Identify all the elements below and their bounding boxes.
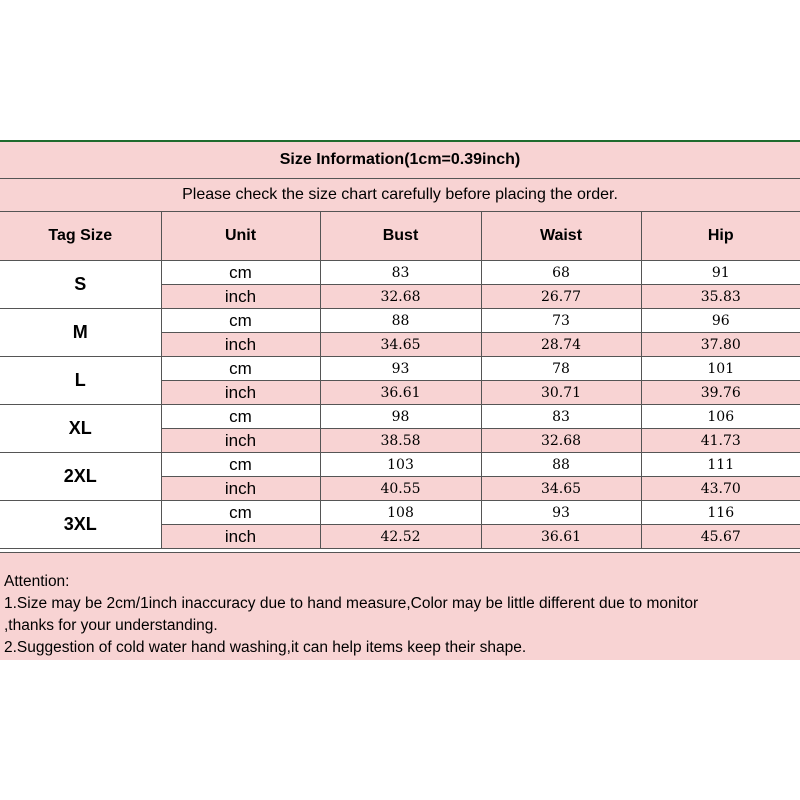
unit-cell: cm [161, 405, 320, 429]
size-chart [0, 140, 800, 660]
waist-cell: 26.77 [481, 285, 641, 309]
table-header-row [0, 212, 800, 261]
tag-size-cell: M [0, 309, 161, 357]
bust-cell: 108 [320, 501, 481, 525]
hip-cell: 45.67 [641, 525, 800, 549]
waist-cell: 36.61 [481, 525, 641, 549]
attention-heading: Attention: [4, 573, 70, 590]
hip-cell: 111 [641, 453, 800, 477]
bust-cell: 36.61 [320, 381, 481, 405]
unit-cell: cm [161, 501, 320, 525]
unit-cell: cm [161, 357, 320, 381]
bust-cell: 98 [320, 405, 481, 429]
bust-cell: 38.58 [320, 429, 481, 453]
bust-cell: 40.55 [320, 477, 481, 501]
tag-size-cell: XL [0, 405, 161, 453]
waist-cell: 83 [481, 405, 641, 429]
hip-cell: 101 [641, 357, 800, 381]
bust-cell: 103 [320, 453, 481, 477]
waist-cell: 34.65 [481, 477, 641, 501]
unit-cell: inch [161, 525, 320, 549]
attention-line: ,thanks for your understanding. [4, 617, 218, 634]
hip-cell: 106 [641, 405, 800, 429]
chart-title: Size Information(1cm=0.39inch) [0, 142, 800, 179]
header-unit: Unit [161, 212, 320, 261]
header-bust: Bust [320, 212, 481, 261]
bust-cell: 88 [320, 309, 481, 333]
hip-cell: 41.73 [641, 429, 800, 453]
chart-subtitle: Please check the size chart carefully before placing the order. [0, 179, 800, 212]
table-row [0, 405, 800, 429]
hip-cell: 35.83 [641, 285, 800, 309]
bust-cell: 42.52 [320, 525, 481, 549]
tag-size-cell: 3XL [0, 501, 161, 549]
bust-cell: 93 [320, 357, 481, 381]
attention-line: 1.Size may be 2cm/1inch inaccuracy due to hand measure,Color may be little different due to monitor [4, 595, 699, 612]
table-row [0, 453, 800, 477]
header-hip: Hip [641, 212, 800, 261]
waist-cell: 28.74 [481, 333, 641, 357]
waist-cell: 32.68 [481, 429, 641, 453]
attention-notes [0, 552, 800, 660]
hip-cell: 96 [641, 309, 800, 333]
table-row [0, 501, 800, 525]
waist-cell: 68 [481, 261, 641, 285]
waist-cell: 73 [481, 309, 641, 333]
header-waist: Waist [481, 212, 641, 261]
table-row [0, 357, 800, 381]
header-tag-size: Tag Size [0, 212, 161, 261]
hip-cell: 39.76 [641, 381, 800, 405]
waist-cell: 93 [481, 501, 641, 525]
unit-cell: inch [161, 429, 320, 453]
bust-cell: 32.68 [320, 285, 481, 309]
unit-cell: inch [161, 333, 320, 357]
unit-cell: cm [161, 261, 320, 285]
hip-cell: 91 [641, 261, 800, 285]
attention-line: 2.Suggestion of cold water hand washing,it can help items keep their shape. [4, 639, 527, 656]
unit-cell: cm [161, 453, 320, 477]
unit-cell: cm [161, 309, 320, 333]
hip-cell: 116 [641, 501, 800, 525]
table-row [0, 261, 800, 285]
tag-size-cell: 2XL [0, 453, 161, 501]
bust-cell: 34.65 [320, 333, 481, 357]
waist-cell: 30.71 [481, 381, 641, 405]
unit-cell: inch [161, 477, 320, 501]
waist-cell: 78 [481, 357, 641, 381]
tag-size-cell: L [0, 357, 161, 405]
table-row [0, 309, 800, 333]
hip-cell: 43.70 [641, 477, 800, 501]
hip-cell: 37.80 [641, 333, 800, 357]
waist-cell: 88 [481, 453, 641, 477]
unit-cell: inch [161, 285, 320, 309]
tag-size-cell: S [0, 261, 161, 309]
bust-cell: 83 [320, 261, 481, 285]
size-table [0, 212, 800, 549]
unit-cell: inch [161, 381, 320, 405]
